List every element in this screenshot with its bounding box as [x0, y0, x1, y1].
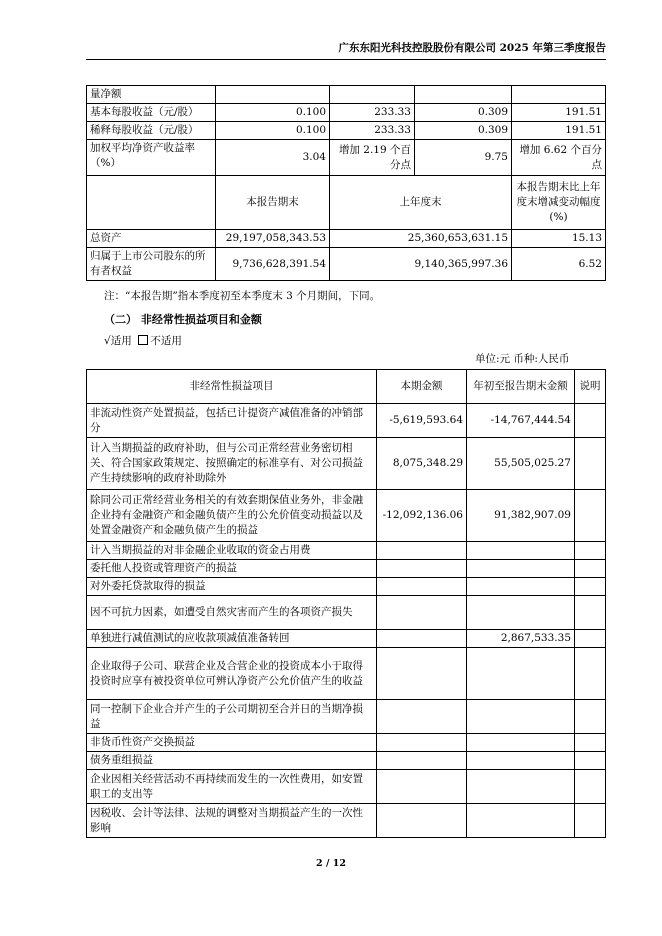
table-cell	[377, 734, 467, 752]
column-header: 本报告期末比上年度末增减变动幅度(%)	[512, 176, 606, 230]
column-header: 非经常性损益项目	[87, 370, 377, 404]
table-cell	[575, 596, 606, 630]
item-label: 债务重组损益	[87, 752, 377, 770]
unchecked-box-icon	[138, 335, 148, 345]
table-cell	[467, 648, 575, 700]
item-label: 因税收、会计等法律、法规的调整对当期损益产生的一次性影响	[87, 804, 377, 838]
table-row	[87, 596, 606, 630]
table-row	[87, 140, 606, 176]
table-cell	[377, 596, 467, 630]
item-label: 因不可抗力因素，如遭受自然灾害而产生的各项资产损失	[87, 596, 377, 630]
table-cell	[377, 770, 467, 804]
table-cell: -5,619,593.64	[377, 404, 467, 438]
table-cell	[216, 86, 330, 104]
row-label: 总资产	[87, 230, 216, 248]
table-cell	[575, 560, 606, 578]
table-cell: 9,140,365,997.36	[330, 248, 512, 281]
column-header	[87, 176, 216, 230]
item-label: 单独进行减值测试的应收款项减值准备转回	[87, 630, 377, 648]
table-cell: 增加 6.62 个百分点	[512, 140, 606, 176]
column-header: 年初至报告期末金额	[467, 370, 575, 404]
column-header: 上年度末	[330, 176, 512, 230]
page-header: 广东东阳光科技控股股份有限公司 2025 年第三季度报告	[86, 40, 606, 60]
table-cell	[575, 700, 606, 734]
table-cell	[575, 542, 606, 560]
item-label: 企业取得子公司、联营企业及合营企业的投资成本小于取得投资时应享有被投资单位可辨认净资产公允价值产生的收益	[87, 648, 377, 700]
table-cell	[467, 560, 575, 578]
column-header: 本期金额	[377, 370, 467, 404]
table-cell	[575, 752, 606, 770]
table-row	[87, 490, 606, 542]
item-label: 非流动性资产处置损益，包括已计提资产减值准备的冲销部分	[87, 404, 377, 438]
table-row	[87, 752, 606, 770]
item-label: 计入当期损益的政府补助，但与公司正常经营业务密切相关、符合国家政策规定、按照确定的标准享有、对公司损益产生持续影响的政府补助除外	[87, 438, 377, 490]
table-cell	[467, 770, 575, 804]
table-cell: -14,767,444.54	[467, 404, 575, 438]
row-label: 稀释每股收益（元/股）	[87, 122, 216, 140]
table-cell: 9.75	[415, 140, 512, 176]
table-cell: 233.33	[330, 122, 415, 140]
table-header-row	[87, 370, 606, 404]
applicable-option: √适用	[104, 335, 132, 347]
table-cell: 55,505,025.27	[467, 438, 575, 490]
unit-line: 单位:元 币种:人民币	[475, 353, 570, 365]
table-row	[87, 248, 606, 281]
financial-indicators-table	[86, 85, 606, 281]
table-row	[87, 122, 606, 140]
table-cell: 0.100	[216, 122, 330, 140]
table-cell	[467, 700, 575, 734]
table-cell	[377, 578, 467, 596]
item-label: 委托他人投资或管理资产的损益	[87, 560, 377, 578]
column-header: 本报告期末	[216, 176, 330, 230]
table-cell: 191.51	[512, 122, 606, 140]
not-applicable-option: 不适用	[150, 335, 182, 347]
row-label: 归属于上市公司股东的所有者权益	[87, 248, 216, 281]
table-cell: 233.33	[330, 104, 415, 122]
table-cell	[575, 438, 606, 490]
table-row	[87, 560, 606, 578]
table-cell	[377, 804, 467, 838]
row-label: 量净额	[87, 86, 216, 104]
table-cell	[415, 86, 512, 104]
table-cell	[377, 752, 467, 770]
table-cell	[575, 648, 606, 700]
table-cell	[575, 734, 606, 752]
table-cell	[377, 700, 467, 734]
item-label: 企业因相关经营活动不再持续而发生的一次性费用，如安置职工的支出等	[87, 770, 377, 804]
applicability-options	[104, 333, 182, 348]
table-cell: 0.309	[415, 104, 512, 122]
table-row	[87, 770, 606, 804]
table-cell	[467, 596, 575, 630]
table-row	[87, 438, 606, 490]
table-cell: 0.100	[216, 104, 330, 122]
table-cell	[377, 560, 467, 578]
table-cell	[512, 86, 606, 104]
table-cell: 91,382,907.09	[467, 490, 575, 542]
table-cell	[575, 490, 606, 542]
table-cell	[467, 578, 575, 596]
table-cell	[377, 542, 467, 560]
section-title: （二） 非经常性损益项目和金额	[104, 313, 262, 326]
table-row	[87, 648, 606, 700]
table-row	[87, 404, 606, 438]
table-cell	[575, 804, 606, 838]
table-row	[87, 630, 606, 648]
table-cell: 15.13	[512, 230, 606, 248]
table-cell: -12,092,136.06	[377, 490, 467, 542]
table-cell	[377, 648, 467, 700]
table-header-row	[87, 176, 606, 230]
table-row	[87, 86, 606, 104]
item-label: 非货币性资产交换损益	[87, 734, 377, 752]
table-cell	[467, 804, 575, 838]
table-note: 注：“本报告期”指本季度初至本季度末 3 个月期间，下同。	[104, 290, 381, 302]
row-label: 基本每股收益（元/股）	[87, 104, 216, 122]
table-cell	[467, 752, 575, 770]
table-cell	[330, 86, 415, 104]
table-cell: 9,736,628,391.54	[216, 248, 330, 281]
table-cell: 0.309	[415, 122, 512, 140]
table-cell	[467, 734, 575, 752]
table-cell	[575, 578, 606, 596]
column-header: 说明	[575, 370, 606, 404]
table-cell: 8,075,348.29	[377, 438, 467, 490]
table-row	[87, 804, 606, 838]
item-label: 同一控制下企业合并产生的子公司期初至合并日的当期净损益	[87, 700, 377, 734]
table-row	[87, 734, 606, 752]
table-cell: 6.52	[512, 248, 606, 281]
table-cell	[377, 630, 467, 648]
table-row	[87, 104, 606, 122]
item-label: 对外委托贷款取得的损益	[87, 578, 377, 596]
item-label: 计入当期损益的对非金融企业收取的资金占用费	[87, 542, 377, 560]
table-row	[87, 700, 606, 734]
table-cell: 增加 2.19 个百分点	[330, 140, 415, 176]
table-row	[87, 230, 606, 248]
table-cell	[575, 630, 606, 648]
table-cell	[467, 542, 575, 560]
table-cell	[575, 770, 606, 804]
item-label: 除同公司正常经营业务相关的有效套期保值业务外，非金融企业持有金融资产和金融负债产生的公允价值变动损益以及处置金融资产和金融负债产生的损益	[87, 490, 377, 542]
table-cell	[575, 404, 606, 438]
row-label: 加权平均净资产收益率（%）	[87, 140, 216, 176]
table-row	[87, 542, 606, 560]
page-number: 2 / 12	[316, 858, 346, 869]
non-recurring-items-table	[86, 369, 606, 838]
table-cell: 191.51	[512, 104, 606, 122]
table-cell: 25,360,653,631.15	[330, 230, 512, 248]
table-cell: 3.04	[216, 140, 330, 176]
table-cell: 29,197,058,343.53	[216, 230, 330, 248]
table-cell: 2,867,533.35	[467, 630, 575, 648]
table-row	[87, 578, 606, 596]
